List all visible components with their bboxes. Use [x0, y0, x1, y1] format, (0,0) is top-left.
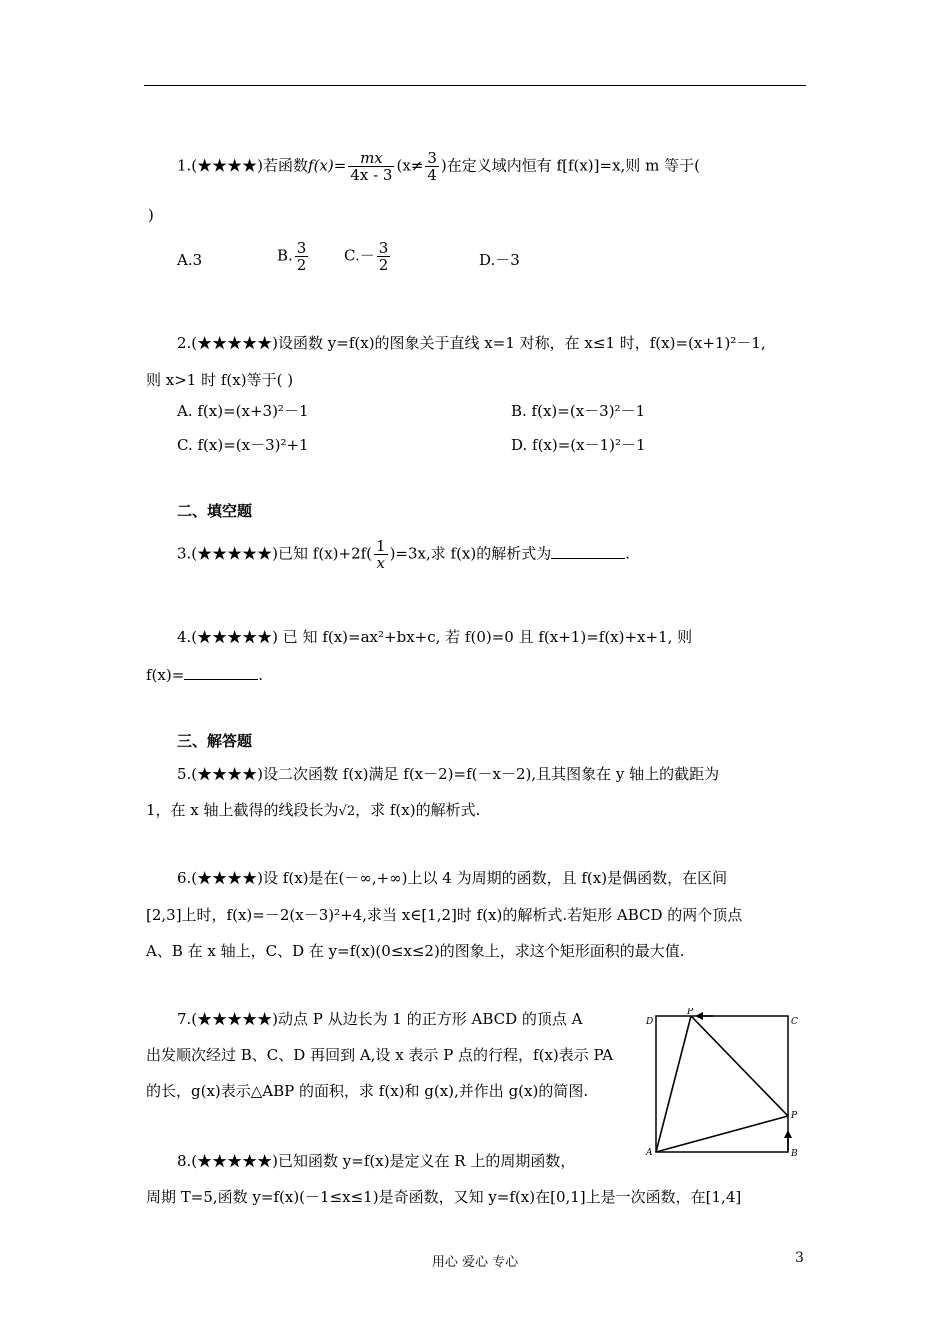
q1-option-c — [344, 240, 392, 273]
question-1-line-1 — [177, 150, 700, 183]
label-b: B — [791, 1149, 798, 1159]
question-7-line-2: 出发顺次经过 B、C、D 再回到 A,设 x 表示 P 点的行程，f(x)表示 PA — [146, 1046, 614, 1064]
q1-option-a: A.3 — [177, 251, 203, 269]
q5-sqrt: √2 — [338, 804, 356, 819]
label-p-right: P — [791, 1111, 798, 1121]
question-6-line-1: 6.(★★★★)设 f(x)是在(－∞,+∞)上以 4 为周期的函数，且 f(x)是偶函数，在区间 — [177, 869, 728, 887]
q2-option-b: B. f(x)=(x－3)²－1 — [511, 402, 646, 420]
q1-cond-fraction — [425, 150, 439, 183]
q2-option-a: A. f(x)=(x+3)²－1 — [177, 402, 309, 420]
q3-suffix: )=3x,求 f(x)的解析式为 — [389, 544, 552, 563]
q1-cond-num: 3 — [427, 149, 437, 167]
q1-option-d: D.－3 — [479, 251, 520, 269]
q1-option-b-label: B. — [277, 246, 293, 265]
q1-cond-open: (x≠ — [396, 156, 424, 175]
q3-frac-num: 1 — [376, 537, 386, 555]
question-7-line-3: 的长，g(x)表示△ABP 的面积，求 f(x)和 g(x),并作出 g(x)的简图. — [146, 1082, 589, 1100]
q5-line2-prefix: 1，在 x 轴上截得的线段长为 — [146, 801, 339, 819]
question-2-line-1: 2.(★★★★★)设函数 y=f(x)的图象关于直线 x=1 对称，在 x≤1 时，f(x)=(x+1)²－1, — [177, 334, 766, 352]
section-heading-fill-in: 二、填空题 — [177, 502, 253, 520]
question-3 — [177, 538, 630, 571]
q3-frac-den: x — [376, 554, 386, 572]
question-8-line-1: 8.(★★★★★)已知函数 y=f(x)是定义在 R 上的周期函数， — [177, 1152, 576, 1170]
q1-option-c-num: 3 — [378, 239, 389, 257]
q3-end: . — [625, 544, 631, 563]
question-8-line-2: 周期 T=5,函数 y=f(x)(－1≤x≤1)是奇函数，又知 y=f(x)在[0,1]上是一次函数，在[1,4] — [146, 1188, 742, 1206]
q4-answer-blank — [184, 665, 258, 680]
q2-option-c: C. f(x)=(x－3)²+1 — [177, 436, 309, 454]
q4-line2-prefix: f(x)= — [146, 666, 185, 684]
q1-suffix: )在定义域内恒有 f[f(x)]=x,则 m 等于( — [440, 156, 700, 175]
q1-fx: f(x)= — [308, 156, 347, 175]
q1-option-c-den: 2 — [378, 256, 389, 274]
q3-answer-blank — [551, 544, 625, 559]
question-6-line-3: A、B 在 x 轴上，C、D 在 y=f(x)(0≤x≤2)的图象上，求这个矩形面积的最大值. — [146, 942, 685, 960]
label-d: D — [646, 1017, 654, 1027]
question-5-line-1: 5.(★★★★)设二次函数 f(x)满足 f(x－2)=f(－x－2),且其图象在 y 轴上的截距为 — [177, 765, 720, 783]
q1-close-paren: ) — [148, 206, 154, 224]
q2-option-d: D. f(x)=(x－1)²－1 — [511, 436, 646, 454]
q1-option-c-fraction — [377, 240, 391, 273]
q3-fraction — [374, 538, 388, 571]
segment-ptop-pright — [691, 1016, 788, 1116]
page-footer: 用心 爱心 专心 — [431, 1255, 519, 1270]
question-2-line-2: 则 x>1 时 f(x)等于( ) — [146, 371, 294, 389]
q1-option-b-den: 2 — [296, 256, 307, 274]
section-heading-solve: 三、解答题 — [177, 732, 253, 750]
segment-a-pright — [656, 1116, 788, 1152]
q1-option-c-label: C.－ — [344, 246, 375, 265]
q1-prefix: 1.(★★★★)若函数 — [177, 156, 309, 175]
label-c: C — [791, 1017, 798, 1027]
question-4-line-2 — [146, 665, 263, 685]
q3-prefix: 3.(★★★★★)已知 f(x)+2f( — [177, 544, 373, 563]
square-outline — [656, 1016, 788, 1152]
question-4-line-1: 4.(★★★★★) 已 知 f(x)=ax²+bx+c, 若 f(0)=0 且 f(x+1)=f(x)+x+1, 则 — [177, 628, 693, 646]
question-6-line-2: [2,3]上时，f(x)=－2(x－3)²+4,求当 x∈[1,2]时 f(x)的解析式.若矩形 ABCD 的两个顶点 — [146, 906, 743, 924]
page-number: 3 — [795, 1250, 804, 1266]
q1-frac-den: 4x - 3 — [350, 166, 393, 184]
label-p-top: P — [687, 1008, 694, 1017]
segment-a-ptop — [656, 1016, 691, 1152]
header-rule — [144, 85, 806, 86]
q4-end: . — [258, 666, 264, 684]
q1-frac-num: mx — [348, 150, 394, 167]
q1-option-b-num: 3 — [296, 239, 307, 257]
q1-fraction — [348, 150, 394, 183]
q1-option-b-fraction — [295, 240, 309, 273]
q5-line2-suffix: ，求 f(x)的解析式. — [355, 801, 481, 819]
label-a: A — [646, 1148, 653, 1158]
q1-cond-den: 4 — [427, 166, 437, 184]
q1-option-b — [277, 240, 310, 273]
question-7-line-1: 7.(★★★★★)动点 P 从边长为 1 的正方形 ABCD 的顶点 A — [177, 1010, 583, 1028]
question-5-line-2 — [146, 800, 480, 822]
square-abcd-figure — [643, 1008, 803, 1160]
square-abcd-svg — [643, 1008, 803, 1160]
